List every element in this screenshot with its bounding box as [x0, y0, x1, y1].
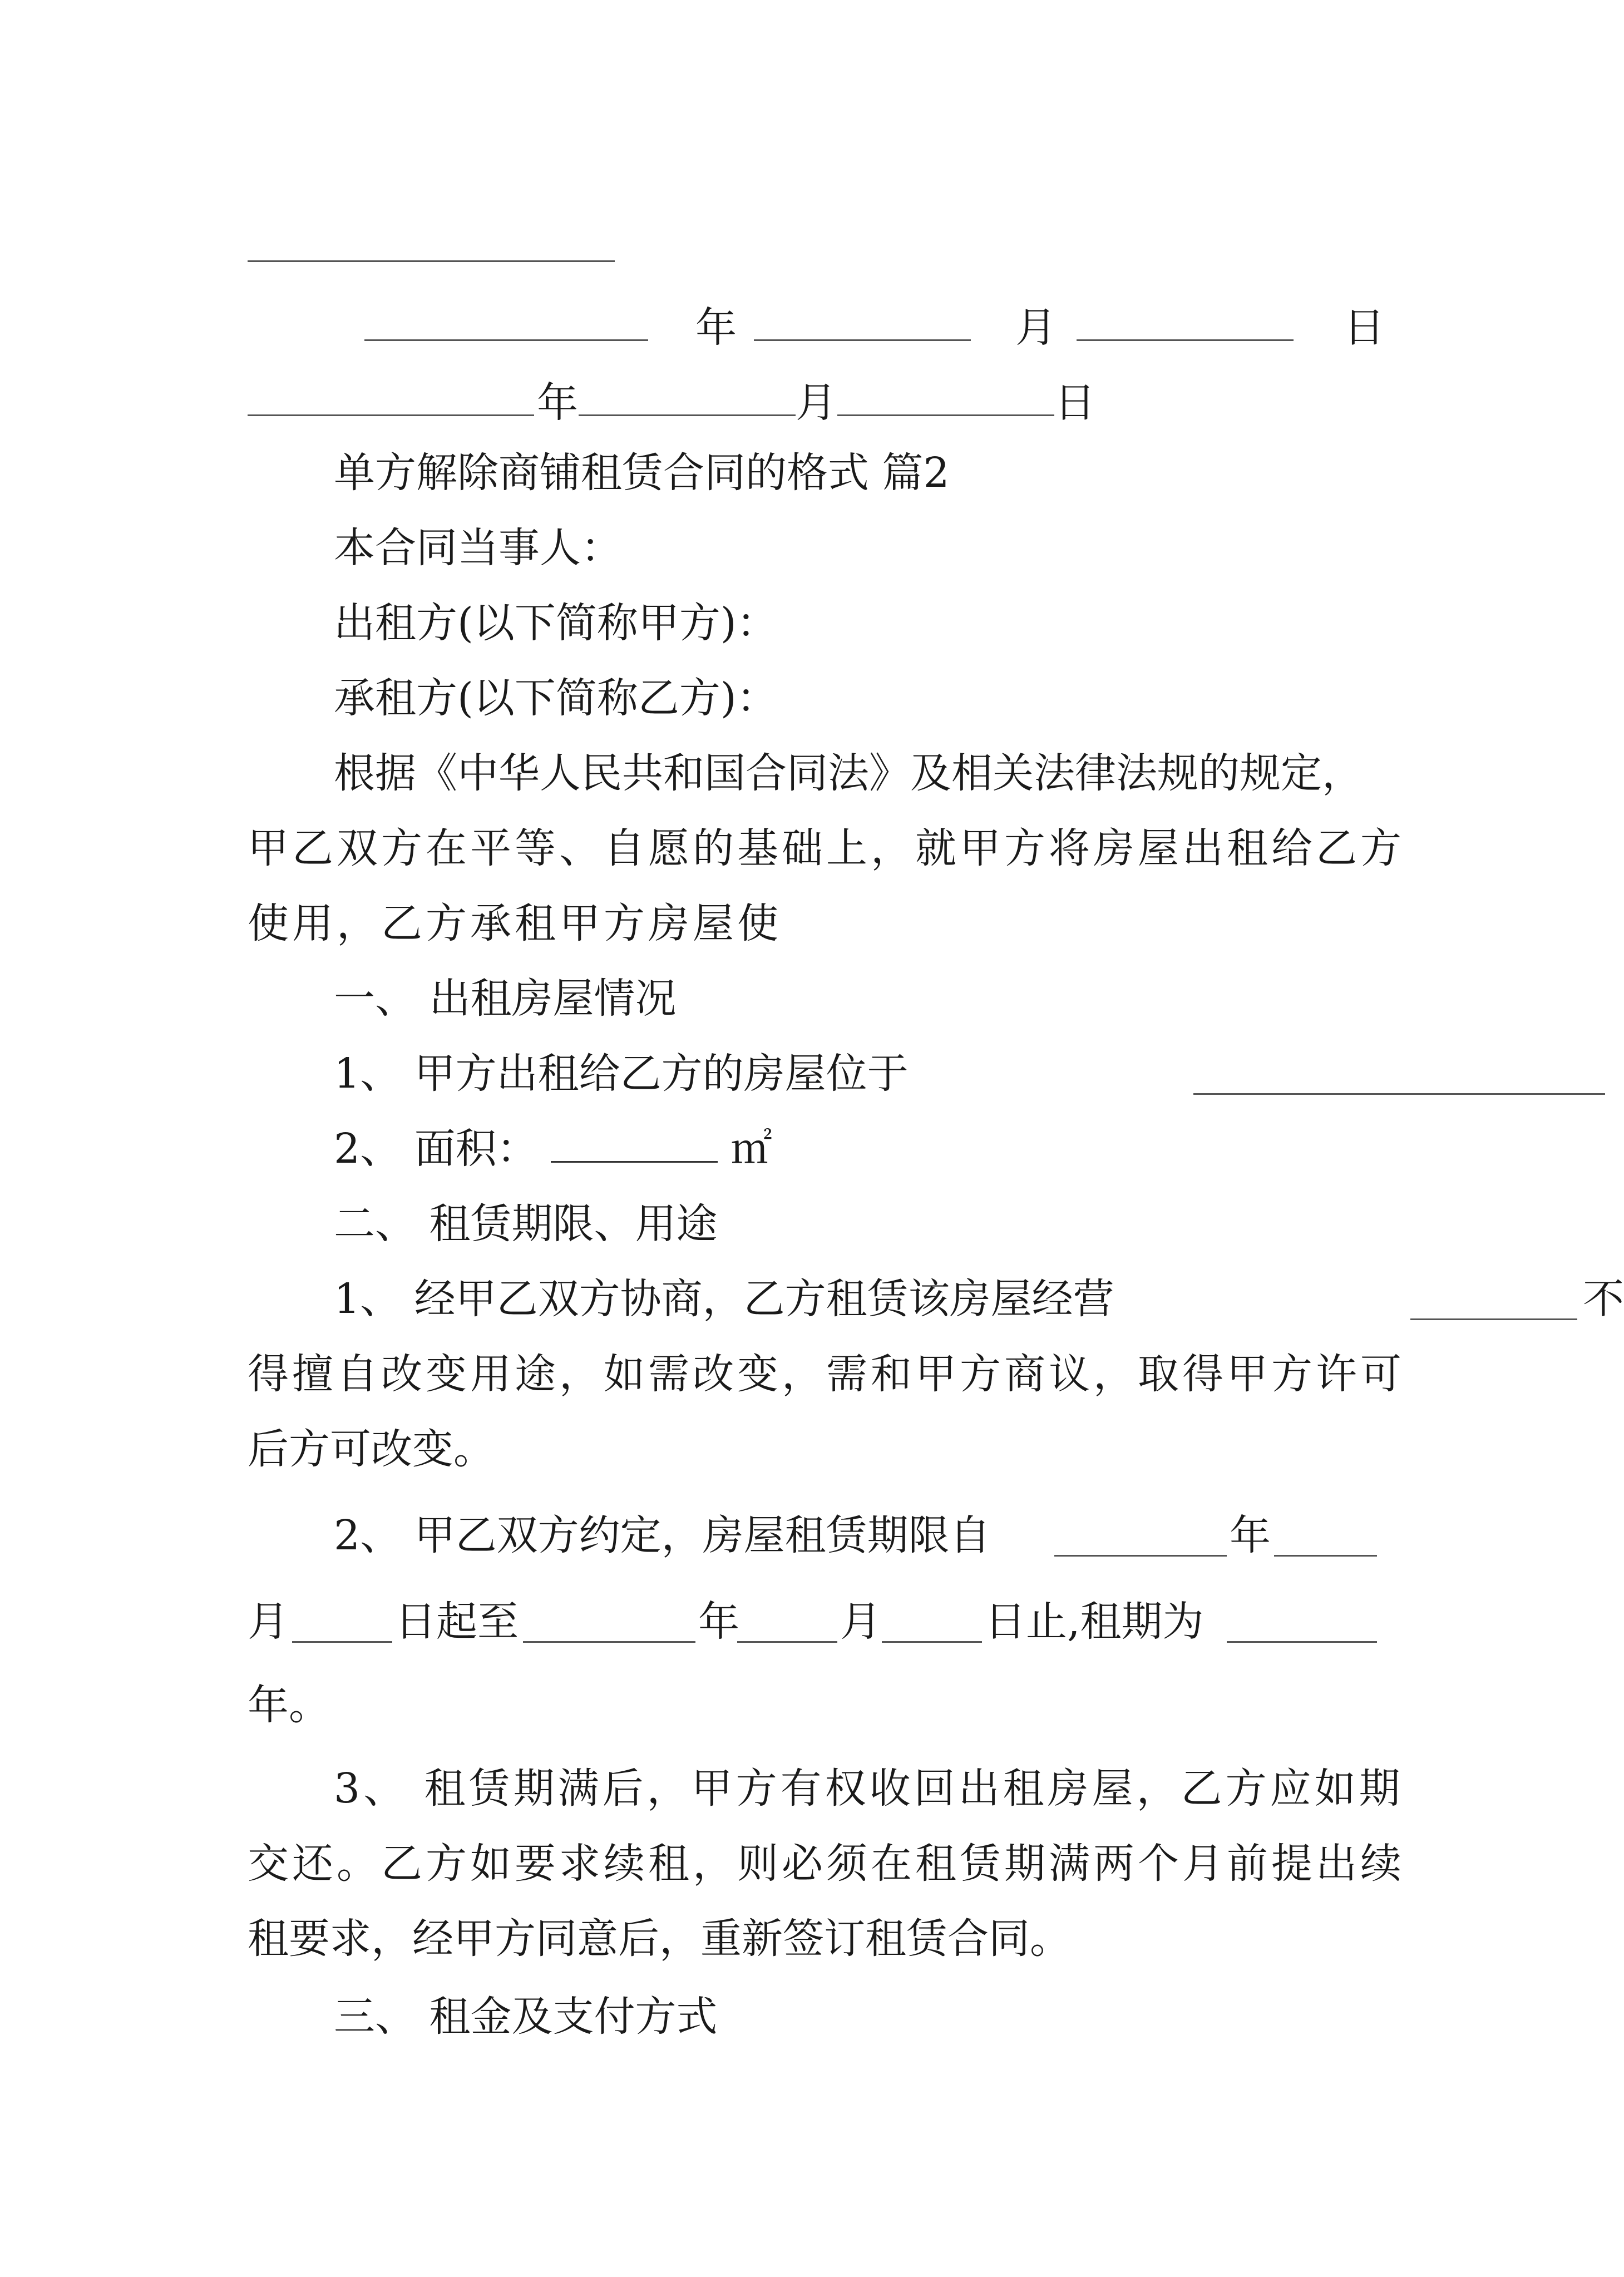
blank-end-year — [523, 1641, 695, 1643]
date-day-label-2: 日 — [1054, 379, 1095, 427]
date-line-1 — [0, 295, 1610, 352]
section-2-item-1-line-1 — [248, 1274, 1624, 1324]
section-2-item-2-line-3: 年。 — [248, 1681, 330, 1729]
date-day-label: 日 — [1344, 304, 1385, 352]
section-2-item-2-line-2 — [248, 1597, 1377, 1647]
blank-end-month — [737, 1641, 837, 1643]
blank-area — [551, 1125, 718, 1163]
section-1-title: 一、 出租房屋情况 — [334, 975, 677, 1023]
intro-line-1: 根据《中华人民共和国合同法》及相关法律法规的规定， — [334, 749, 1363, 797]
parties-label: 本合同当事人： — [334, 524, 622, 572]
document-heading: 单方解除商铺租赁合同的格式 篇2 — [334, 449, 950, 497]
section-2-item-3-line-3: 租要求，经甲方同意后，重新签订租赁合同。 — [248, 1915, 1071, 1963]
date-month-label-2: 月 — [796, 379, 837, 427]
intro-line-3: 使用，乙方承租甲方房屋使 — [248, 900, 782, 947]
end-month-label: 月 — [840, 1598, 881, 1646]
section-2-item-2-line-1 — [248, 1510, 1377, 1560]
section-2-item-3-line-1: 3、 租赁期满后，甲方有权收回出租房屋，乙方应如期 — [334, 1765, 1404, 1812]
section-1-item-1 — [248, 1049, 1377, 1099]
item-text: 2、 面积： — [334, 1125, 538, 1173]
lessee-label: 承租方(以下简称乙方)： — [334, 674, 778, 722]
blank-start-year — [1054, 1555, 1227, 1557]
section-1-item-2 — [248, 1124, 1377, 1174]
blank-end-day — [882, 1641, 982, 1643]
section-2-item-1-line-2: 得擅自改变用途，如需改变，需和甲方商议，取得甲方许可 — [248, 1350, 1405, 1398]
area-unit: ㎡ — [730, 1125, 772, 1173]
item-text: 1、 经甲乙双方协商，乙方租赁该房屋经营 — [334, 1275, 1114, 1323]
blank-month — [754, 339, 971, 341]
signature-line — [248, 260, 615, 262]
blank-start-month — [1274, 1555, 1377, 1557]
blank-year-2 — [248, 414, 534, 416]
item-text: 2、 甲乙双方约定，房屋租赁期限自 — [334, 1512, 991, 1559]
end-year-label: 年 — [698, 1598, 739, 1646]
intro-line-2: 甲乙双方在平等、自愿的基础上，就甲方将房屋出租给乙方 — [248, 824, 1405, 872]
blank-term — [1227, 1641, 1377, 1643]
start-day-label: 日起至 — [395, 1598, 519, 1646]
date-line-2 — [0, 370, 1610, 427]
lessor-label: 出租方(以下简称甲方)： — [334, 599, 778, 647]
start-month-label: 月 — [248, 1598, 289, 1646]
date-year-label-2: 年 — [537, 379, 578, 427]
blank-day — [1077, 339, 1294, 341]
section-3-title: 三、 租金及支付方式 — [334, 1993, 718, 2041]
blank-year — [364, 339, 648, 341]
item-text: 1、 甲方出租给乙方的房屋位于 — [334, 1050, 909, 1098]
section-2-item-1-line-3: 后方可改变。 — [248, 1425, 495, 1473]
blank-business — [1410, 1318, 1577, 1320]
item-text-suffix: 不 — [1583, 1275, 1624, 1323]
blank-location — [1193, 1093, 1605, 1095]
section-2-item-3-line-2: 交还。乙方如要求续租，则必须在租赁期满两个月前提出续 — [248, 1840, 1405, 1888]
end-day-label: 日止,租期为 — [985, 1598, 1204, 1646]
blank-month-2 — [579, 414, 796, 416]
blank-day-2 — [837, 414, 1054, 416]
blank-start-day — [292, 1641, 392, 1643]
section-2-title: 二、 租赁期限、用途 — [334, 1200, 718, 1248]
start-year-label: 年 — [1230, 1512, 1271, 1559]
date-month-label: 月 — [1015, 304, 1057, 352]
date-year-label: 年 — [695, 304, 737, 352]
